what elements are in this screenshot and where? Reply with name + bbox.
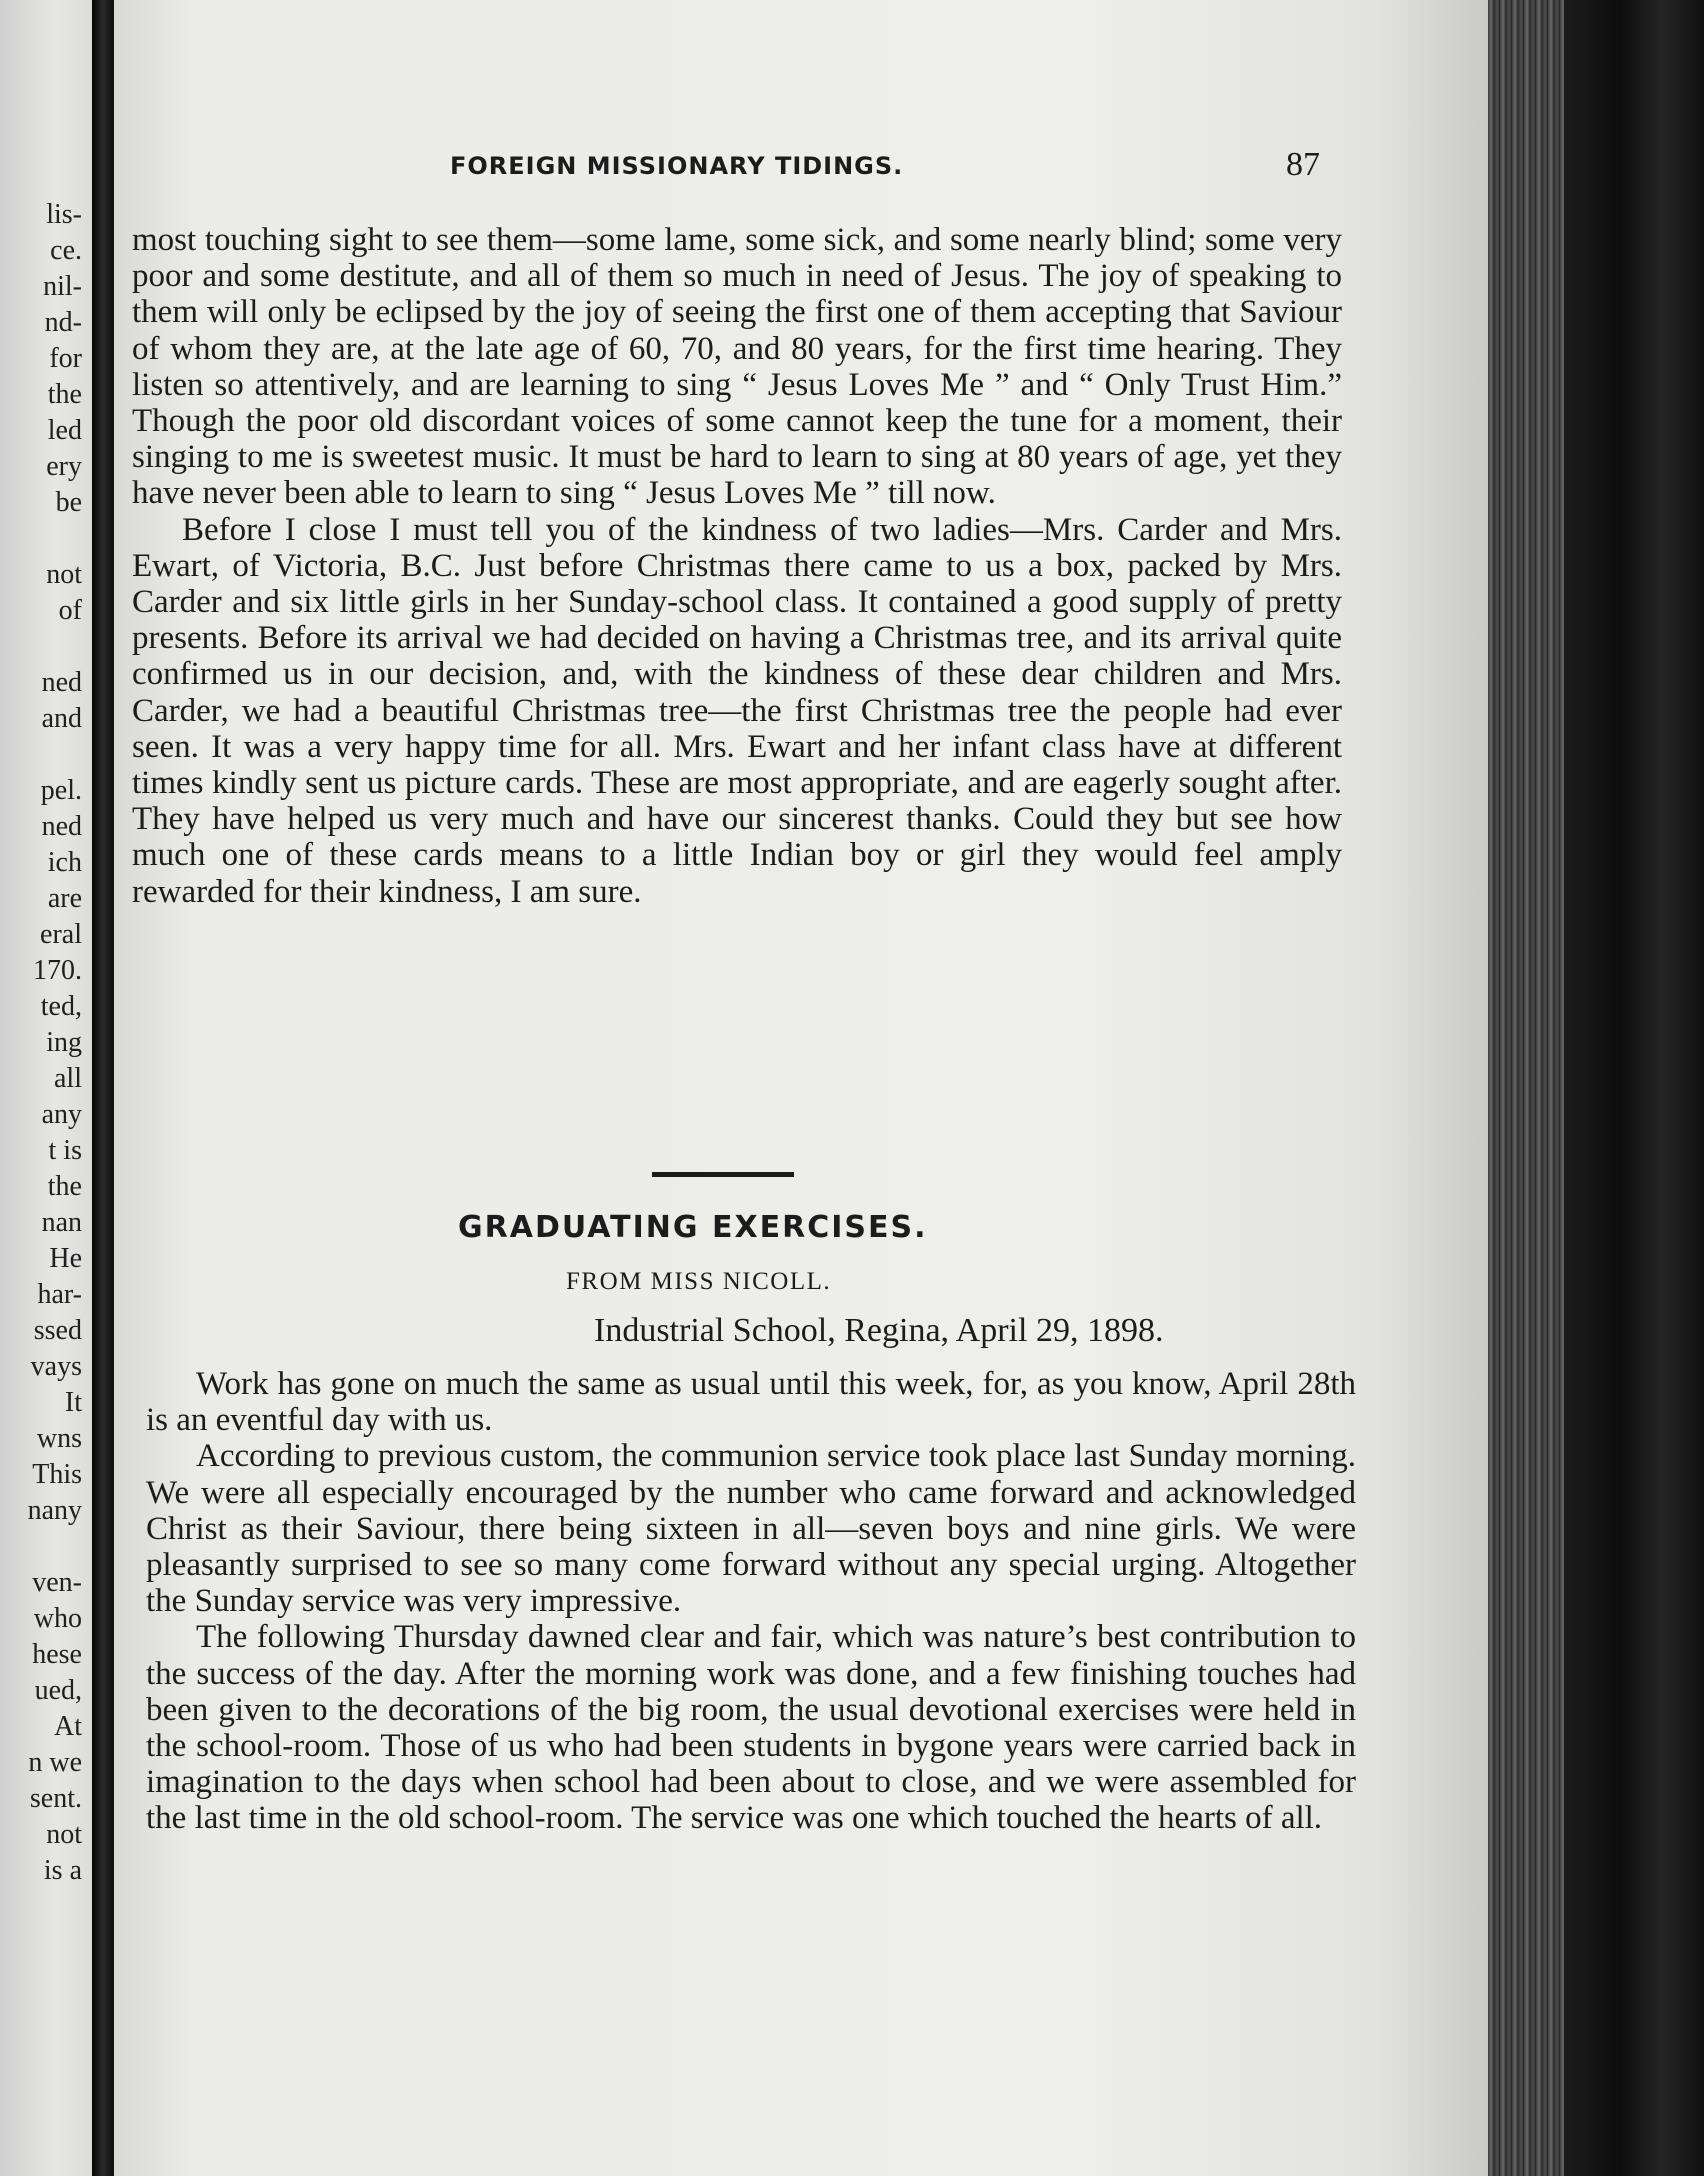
paragraph-thursday: The following Thursday dawned clear and fair, which was nature’s best contribution to the success of the day. After the morning work was done, and a few finishing touches had been given to the decorations of the big room, the usual devotional exercises were held in the school-room. Those of us who had been students in bygone years were carried back in imagination to the days when school had been about to close, and we were assembled for the last time in the old school-room. The service was one which touched the hearts of all. bbox=[146, 1619, 1356, 1837]
book-gutter bbox=[92, 0, 114, 2176]
left-fragment: It bbox=[64, 1387, 82, 1418]
section-dateline: Industrial School, Regina, April 29, 1898. bbox=[594, 1312, 1164, 1349]
left-fragment: for bbox=[49, 343, 82, 374]
section-byline: FROM MISS NICOLL. bbox=[566, 1268, 832, 1295]
left-fragment: He bbox=[49, 1243, 82, 1274]
left-fragment: nd- bbox=[44, 307, 82, 338]
paragraph-continued: most touching sight to see them—some lame, some sick, and some nearly blind; some very poor and some destitute, and all of them so much in need of Jesus. The joy of speaking to them will only be eclipsed by the joy of seeing the first one of them accepting that Saviour of whom they are, at the late age of 60, 70, and 80 years, for the first time hearing. They listen so attentively, and are learning to sing “ Jesus Loves Me ” and “ Only Trust Him.” Though the poor old discordant voices of some cannot keep the tune for a moment, their singing to me is sweetest music. It must be hard to learn to sing at 80 years of age, yet they have never been able to learn to sing “ Jesus Loves Me ” till now. bbox=[132, 222, 1342, 512]
left-fragment: is a bbox=[43, 1855, 82, 1886]
left-fragment: nil- bbox=[43, 271, 82, 302]
left-fragment: and bbox=[41, 703, 82, 734]
upper-text bbox=[132, 222, 1342, 910]
left-fragment: ich bbox=[47, 847, 82, 878]
left-fragment: ven- bbox=[32, 1567, 82, 1598]
left-fragment: led bbox=[47, 415, 82, 446]
left-fragment: the bbox=[47, 379, 82, 410]
left-fragment: At bbox=[54, 1711, 82, 1742]
running-head: FOREIGN MISSIONARY TIDINGS. bbox=[450, 152, 904, 180]
left-fragment: of bbox=[58, 595, 82, 626]
left-fragment: any bbox=[41, 1099, 82, 1130]
left-fragment: who bbox=[33, 1603, 82, 1634]
left-fragment: are bbox=[47, 883, 82, 914]
book-page bbox=[114, 0, 1488, 2176]
left-fragment: nany bbox=[27, 1495, 82, 1526]
left-fragment: ted, bbox=[40, 991, 82, 1022]
left-fragment: ned bbox=[41, 811, 82, 842]
left-fragment: hese bbox=[32, 1639, 82, 1670]
left-fragment: har- bbox=[37, 1279, 82, 1310]
left-fragment-gap bbox=[0, 737, 82, 773]
left-fragment: ce. bbox=[50, 235, 82, 266]
left-fragment: pel. bbox=[40, 775, 82, 806]
left-fragment: not bbox=[46, 1819, 82, 1850]
left-fragment: eral bbox=[40, 919, 82, 950]
left-fragment: wns bbox=[36, 1423, 82, 1454]
section-divider bbox=[652, 1172, 794, 1177]
left-fragment: not bbox=[46, 559, 82, 590]
left-fragment: vays bbox=[30, 1351, 82, 1382]
section-title: GRADUATING EXERCISES. bbox=[458, 1210, 928, 1245]
left-fragment: be bbox=[55, 487, 82, 518]
left-fragment: nan bbox=[41, 1207, 82, 1238]
paragraph-intro: Work has gone on much the same as usual until this week, for, as you know, April 28th is an eventful day with us. bbox=[146, 1366, 1356, 1439]
left-fragment-gap bbox=[0, 1529, 82, 1565]
left-fragment: ing bbox=[46, 1027, 82, 1058]
left-fragment: 170. bbox=[33, 955, 82, 986]
left-fragment: t is bbox=[48, 1135, 82, 1166]
left-page-fragments bbox=[0, 197, 82, 1889]
page-edges bbox=[1488, 0, 1704, 2176]
left-fragment: ned bbox=[41, 667, 82, 698]
left-fragment: n we bbox=[28, 1747, 82, 1778]
left-fragment-gap bbox=[0, 629, 82, 665]
left-fragment: ued, bbox=[34, 1675, 82, 1706]
page-number: 87 bbox=[1286, 146, 1320, 183]
left-page-edge bbox=[0, 0, 92, 2176]
left-fragment: lis- bbox=[46, 199, 82, 230]
left-fragment: ssed bbox=[33, 1315, 82, 1346]
left-fragment: sent. bbox=[29, 1783, 82, 1814]
left-fragment: all bbox=[54, 1063, 82, 1094]
left-fragment: ery bbox=[46, 451, 82, 482]
left-fragment: This bbox=[32, 1459, 82, 1490]
left-fragment: the bbox=[47, 1171, 82, 1202]
paragraph-communion: According to previous custom, the communion service took place last Sunday morning. We were all especially encouraged by the number who came forward and acknowledged Christ as their Saviour, there being sixteen in all—seven boys and nine girls. We were pleasantly surprised to see so many come forward without any special urging. Altogether the Sunday service was very impressive. bbox=[146, 1438, 1356, 1620]
left-fragment-gap bbox=[0, 521, 82, 557]
lower-text bbox=[146, 1366, 1356, 1837]
paragraph-kindness: Before I close I must tell you of the kindness of two ladies—Mrs. Carder and Mrs. Ewart, of Victoria, B.C. Just before Christmas there came to us a box, packed by Mrs. Carder and six little girls in her Sunday-school class. It contained a good supply of pretty presents. Before its arrival we had decided on having a Christmas tree, and its arrival quite confirmed us in our decision, and, with the kindness of these dear children and Mrs. Carder, we had a beautiful Christmas tree—the first Christmas tree the people had ever seen. It was a very happy time for all. Mrs. Ewart and her infant class have at different times kindly sent us picture cards. These are most appropriate, and are eagerly sought after. They have helped us very much and have our sincerest thanks. Could they but see how much one of these cards means to a little Indian boy or girl they would feel amply rewarded for their kindness, I am sure. bbox=[132, 511, 1342, 910]
